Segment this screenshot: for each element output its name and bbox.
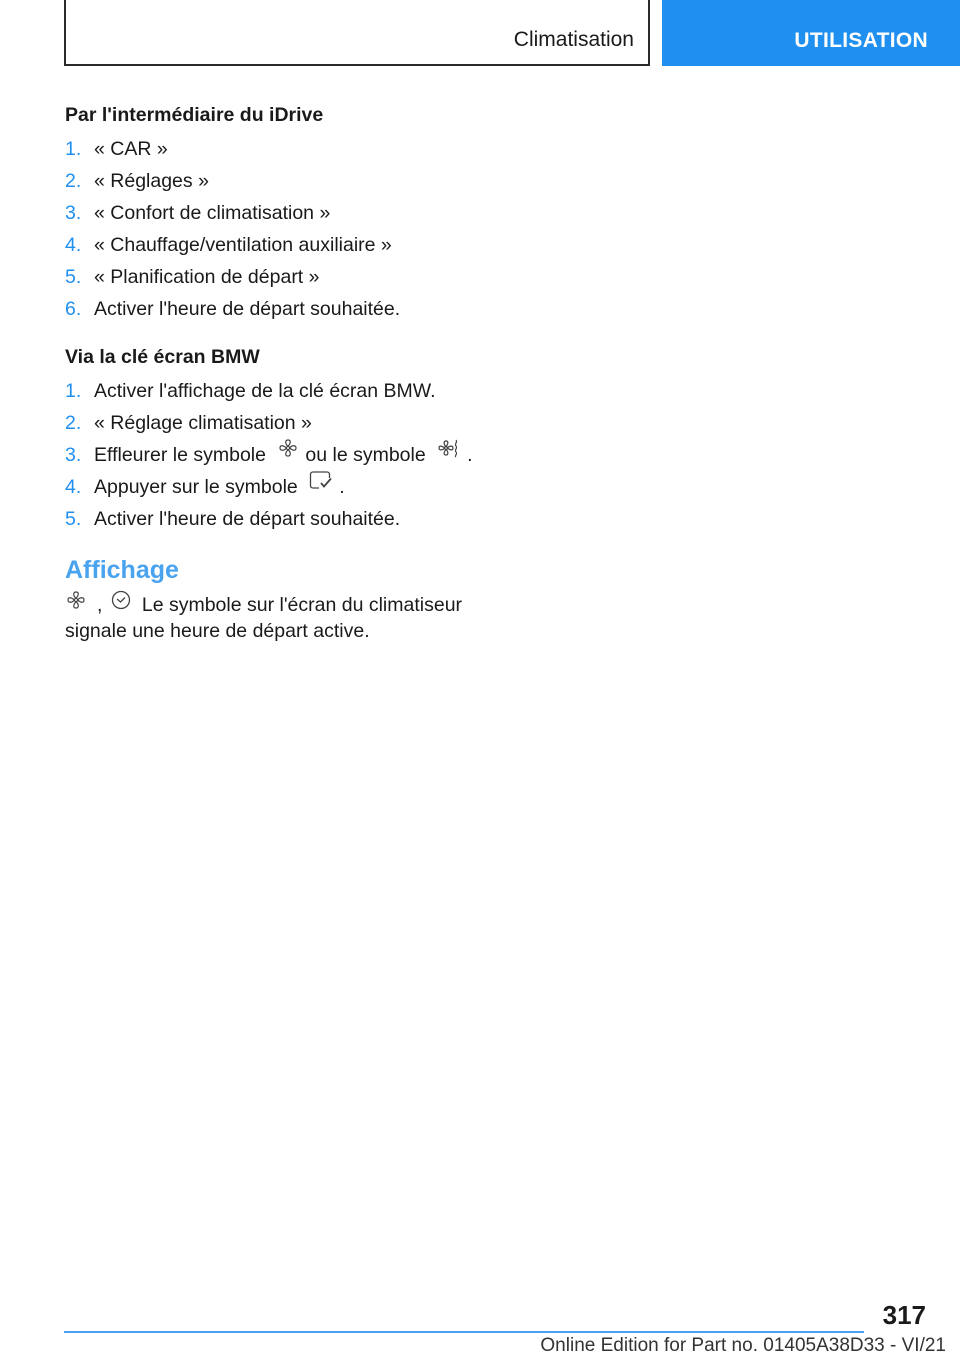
step-text: Activer l'heure de départ souhaitée. [94, 298, 401, 320]
step-number: 1. [65, 138, 82, 160]
idrive-heading: Par l'intermédiaire du iDrive [65, 104, 324, 126]
step-text: « Planification de départ » [94, 266, 320, 288]
idrive-step [65, 133, 400, 165]
timer-check-icon [309, 469, 333, 501]
step-text: « CAR » [94, 138, 168, 160]
step-number: 3. [65, 202, 82, 224]
step-number: 4. [65, 234, 82, 256]
step-text: « Réglages » [94, 170, 209, 192]
footer-edition: Online Edition for Part no. 01405A38D33 - VI/21 [540, 1335, 946, 1356]
step-number: 3. [65, 444, 82, 466]
display-text: Le symbole sur l'écran du climatiseur signale une heure de départ active. [65, 594, 463, 643]
idrive-step [65, 229, 400, 261]
step-text: « Confort de climatisation » [94, 202, 331, 224]
step-text: . [467, 444, 473, 466]
step-number: 1. [65, 380, 82, 402]
step-number: 5. [65, 508, 82, 530]
idrive-step [65, 261, 400, 293]
step-text: Effleurer le symbole [94, 444, 266, 466]
key-step [65, 407, 473, 439]
icon-separator: , [97, 594, 103, 616]
display-title: Affichage [65, 556, 179, 584]
step-text: Activer l'heure de départ souhaitée. [94, 508, 401, 530]
step-text: . [339, 476, 345, 498]
step-number: 2. [65, 170, 82, 192]
idrive-step [65, 197, 400, 229]
step-text: Activer l'affichage de la clé écran BMW. [94, 380, 436, 402]
header-chapter-tab [662, 0, 960, 66]
step-number: 5. [65, 266, 82, 288]
step-text: Appuyer sur le symbole [94, 476, 298, 498]
fan-heat-icon [437, 437, 461, 469]
step-text: « Chauffage/ventilation auxiliaire » [94, 234, 392, 256]
header-section-title: Climatisation [513, 28, 634, 51]
key-step [65, 471, 473, 503]
fan-icon [277, 437, 299, 469]
idrive-steps [65, 133, 400, 325]
step-number: 6. [65, 298, 82, 320]
idrive-step [65, 293, 400, 325]
step-text: ou le symbole [305, 444, 426, 466]
step-number: 4. [65, 476, 82, 498]
fan-icon [65, 589, 87, 618]
idrive-step [65, 165, 400, 197]
clock-icon [110, 589, 132, 618]
key-step [65, 439, 473, 471]
page-number: 317 [882, 1300, 926, 1330]
header-section-box [64, 0, 650, 66]
key-step [65, 503, 473, 535]
header-chapter-label: UTILISATION [794, 29, 928, 52]
display-paragraph [65, 592, 485, 644]
key-step [65, 375, 473, 407]
key-heading: Via la clé écran BMW [65, 346, 260, 368]
step-text: « Réglage climatisation » [94, 412, 312, 434]
step-number: 2. [65, 412, 82, 434]
footer-divider [64, 1331, 864, 1333]
key-steps [65, 375, 473, 535]
